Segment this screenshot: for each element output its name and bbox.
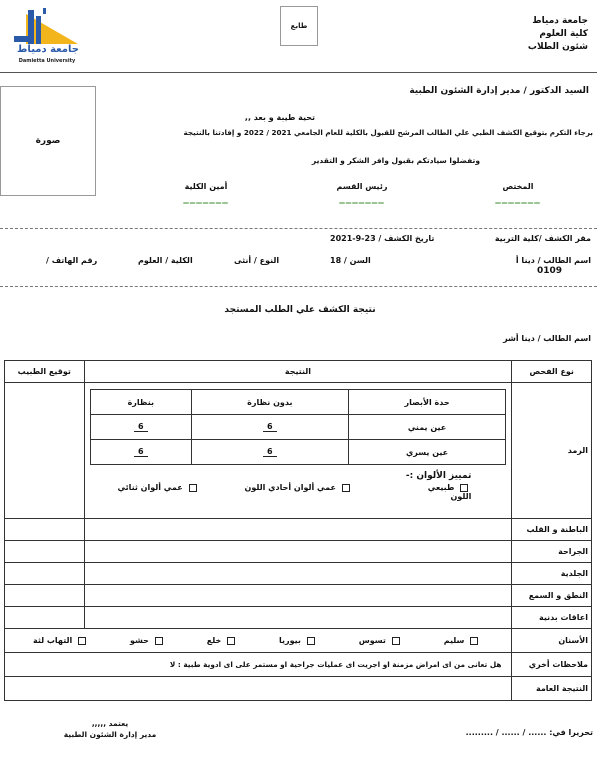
letter-recipient: السيد الدكتور / مدير إدارة الشئون الطبية [409, 86, 589, 96]
letter-request: برجاء التكرم بتوقيع الكشف الطبي علي الطالب المرشح للقبول بالكلية للعام الجامعي 2021 / 2022 و إفادتنا بالنتيجة [183, 128, 593, 137]
photo-box [0, 86, 96, 196]
signature-cell[interactable] [5, 585, 85, 607]
result-cell[interactable] [84, 563, 512, 585]
teeth-option[interactable] [353, 636, 403, 645]
signature-cell[interactable] [5, 519, 85, 541]
university-header [448, 15, 588, 54]
exam-gender: النوع / أنثى [234, 256, 280, 265]
letter-divider [0, 228, 597, 229]
checkbox-icon[interactable] [342, 484, 350, 492]
table-row-eye [5, 383, 592, 519]
results-title: نتيجة الكشف علي الطلب المستجد [224, 305, 376, 315]
signature-dept-head [322, 182, 402, 204]
option-label: التهاب لثة [32, 636, 73, 645]
table-row [5, 519, 592, 541]
signature-line: _______ [183, 191, 229, 204]
table-row-teeth [5, 629, 592, 653]
checkbox-icon[interactable] [460, 484, 468, 492]
row-label: الجلدية [512, 563, 592, 585]
info-divider [0, 286, 597, 287]
row-label-final-result: النتيجة العامة [512, 677, 592, 701]
color-option-normal[interactable] [422, 483, 472, 492]
signature-cell[interactable] [5, 541, 85, 563]
option-label: عمي ألوان أحادي اللون [244, 483, 336, 492]
teeth-option[interactable] [438, 636, 482, 645]
result-cell[interactable] [84, 585, 512, 607]
option-label: طبيعي [427, 483, 455, 492]
signature-title: رئيس القسم [336, 182, 388, 191]
checkbox-icon[interactable] [78, 637, 86, 645]
right-eye-label: عين يمني [349, 415, 506, 440]
exam-age: السن / 18 [330, 256, 371, 265]
header-exam-type: نوع الفحص [512, 361, 592, 383]
row-label: الباطنة و القلب [512, 519, 592, 541]
right-eye-without-value: 6 [263, 422, 277, 432]
exam-phone-value: 0109 [537, 266, 563, 276]
checkbox-icon[interactable] [392, 637, 400, 645]
table-row [5, 585, 592, 607]
footer-approver: مدير إدارة الشئون الطبية [63, 730, 157, 739]
option-label: حشو [130, 636, 149, 645]
table-row [5, 563, 592, 585]
signature-title: المختص [502, 182, 534, 191]
right-eye-with-value: 6 [134, 422, 148, 432]
signature-line: _______ [495, 191, 541, 204]
signature-cell[interactable] [5, 383, 85, 519]
table-row [5, 607, 592, 629]
left-eye-label: عين يسري [349, 440, 506, 465]
exam-student-name: اسم الطالب / دينا أ [515, 256, 591, 265]
left-eye-with-value: 6 [134, 447, 148, 457]
row-label-other-notes: ملاحظات أخري [512, 653, 592, 677]
row-label-eye: الرمد [512, 383, 592, 519]
signature-specialist [478, 182, 558, 204]
option-label: بيوريا [279, 636, 301, 645]
result-cell[interactable] [84, 541, 512, 563]
teeth-option[interactable] [124, 636, 166, 645]
checkbox-icon[interactable] [189, 484, 197, 492]
logo-arabic-text: جامعة دمياط [17, 44, 79, 55]
other-notes-text: هل تعانى من اى امراض مزمنة او اجريت اى عمليات جراحية او مستمر على اى ادوية طبية : لا [5, 653, 512, 677]
option-label: سليم [443, 636, 465, 645]
checkbox-icon[interactable] [307, 637, 315, 645]
final-result-cell[interactable] [5, 677, 512, 701]
letter-greeting: تحية طيبة و بعد ,, [244, 113, 316, 122]
row-label: النطق و السمع [512, 585, 592, 607]
signature-cell[interactable] [5, 607, 85, 629]
checkbox-icon[interactable] [155, 637, 163, 645]
teeth-option[interactable] [273, 636, 318, 645]
exam-date: تاريخ الكشف / 23-9-2021 [330, 234, 435, 243]
signature-cell[interactable] [5, 563, 85, 585]
without-glasses-header: بدون نظارة [191, 390, 349, 415]
signature-secretary [166, 182, 246, 204]
faculty-name: كلية العلوم [539, 29, 588, 39]
department-name: شئون الطلاب [527, 42, 588, 52]
letter-closing: وتفضلوا سيادتكم بقبول وافر الشكر و التقدير [311, 156, 480, 165]
table-row [5, 541, 592, 563]
university-name: جامعة دمياط [532, 16, 588, 26]
checkbox-icon[interactable] [470, 637, 478, 645]
exam-phone-label: رقم الهاتف / [46, 256, 98, 265]
option-label: تسوس [358, 636, 386, 645]
university-logo [6, 6, 84, 66]
header-result: النتيجة [84, 361, 512, 383]
with-glasses-header: بنظارة [90, 390, 191, 415]
signature-title: أمين الكلية [184, 182, 228, 191]
color-option-mono[interactable] [239, 483, 353, 492]
signature-line: _______ [339, 191, 385, 204]
exam-faculty: الكلية / العلوم [138, 256, 193, 265]
teeth-options [5, 629, 512, 653]
logo-english-text: Damietta University [18, 58, 76, 64]
footer-date: تحريرا في: ...... / ...... / ......... [465, 728, 593, 737]
header-doctor-signature: توقيع الطبيب [5, 361, 85, 383]
option-label: عمي ألوان ثنائي اللون [117, 483, 472, 501]
teeth-option[interactable] [27, 636, 89, 645]
row-label: الجراحة [512, 541, 592, 563]
acuity-header: حدة الأبصار [349, 390, 506, 415]
eye-acuity-table [90, 389, 506, 465]
color-vision-title: تمييز الألوان :- [405, 471, 472, 481]
result-cell[interactable] [84, 519, 512, 541]
results-student-name: اسم الطالب / دينا أشر [503, 334, 591, 343]
option-label: خلع [206, 636, 222, 645]
print-stamp-box[interactable] [280, 6, 318, 46]
photo-label: صورة [35, 136, 61, 146]
print-stamp-label: طابع [290, 22, 308, 30]
results-table [4, 360, 592, 701]
color-vision-options [85, 483, 512, 501]
teeth-option[interactable] [201, 636, 239, 645]
left-eye-without-value: 6 [263, 447, 277, 457]
footer-approval [60, 718, 160, 740]
exam-location: مقر الكشف /كلية التربية [494, 234, 591, 243]
table-row-final-result [5, 677, 592, 701]
footer-approved-label: يعتمد ,,,,, [91, 719, 129, 728]
row-label: اعاقات بدنية [512, 607, 592, 629]
table-row-other-notes [5, 653, 592, 677]
row-label-teeth: الأسنان [512, 629, 592, 653]
result-cell[interactable] [84, 607, 512, 629]
checkbox-icon[interactable] [227, 637, 235, 645]
header-divider [0, 72, 597, 73]
